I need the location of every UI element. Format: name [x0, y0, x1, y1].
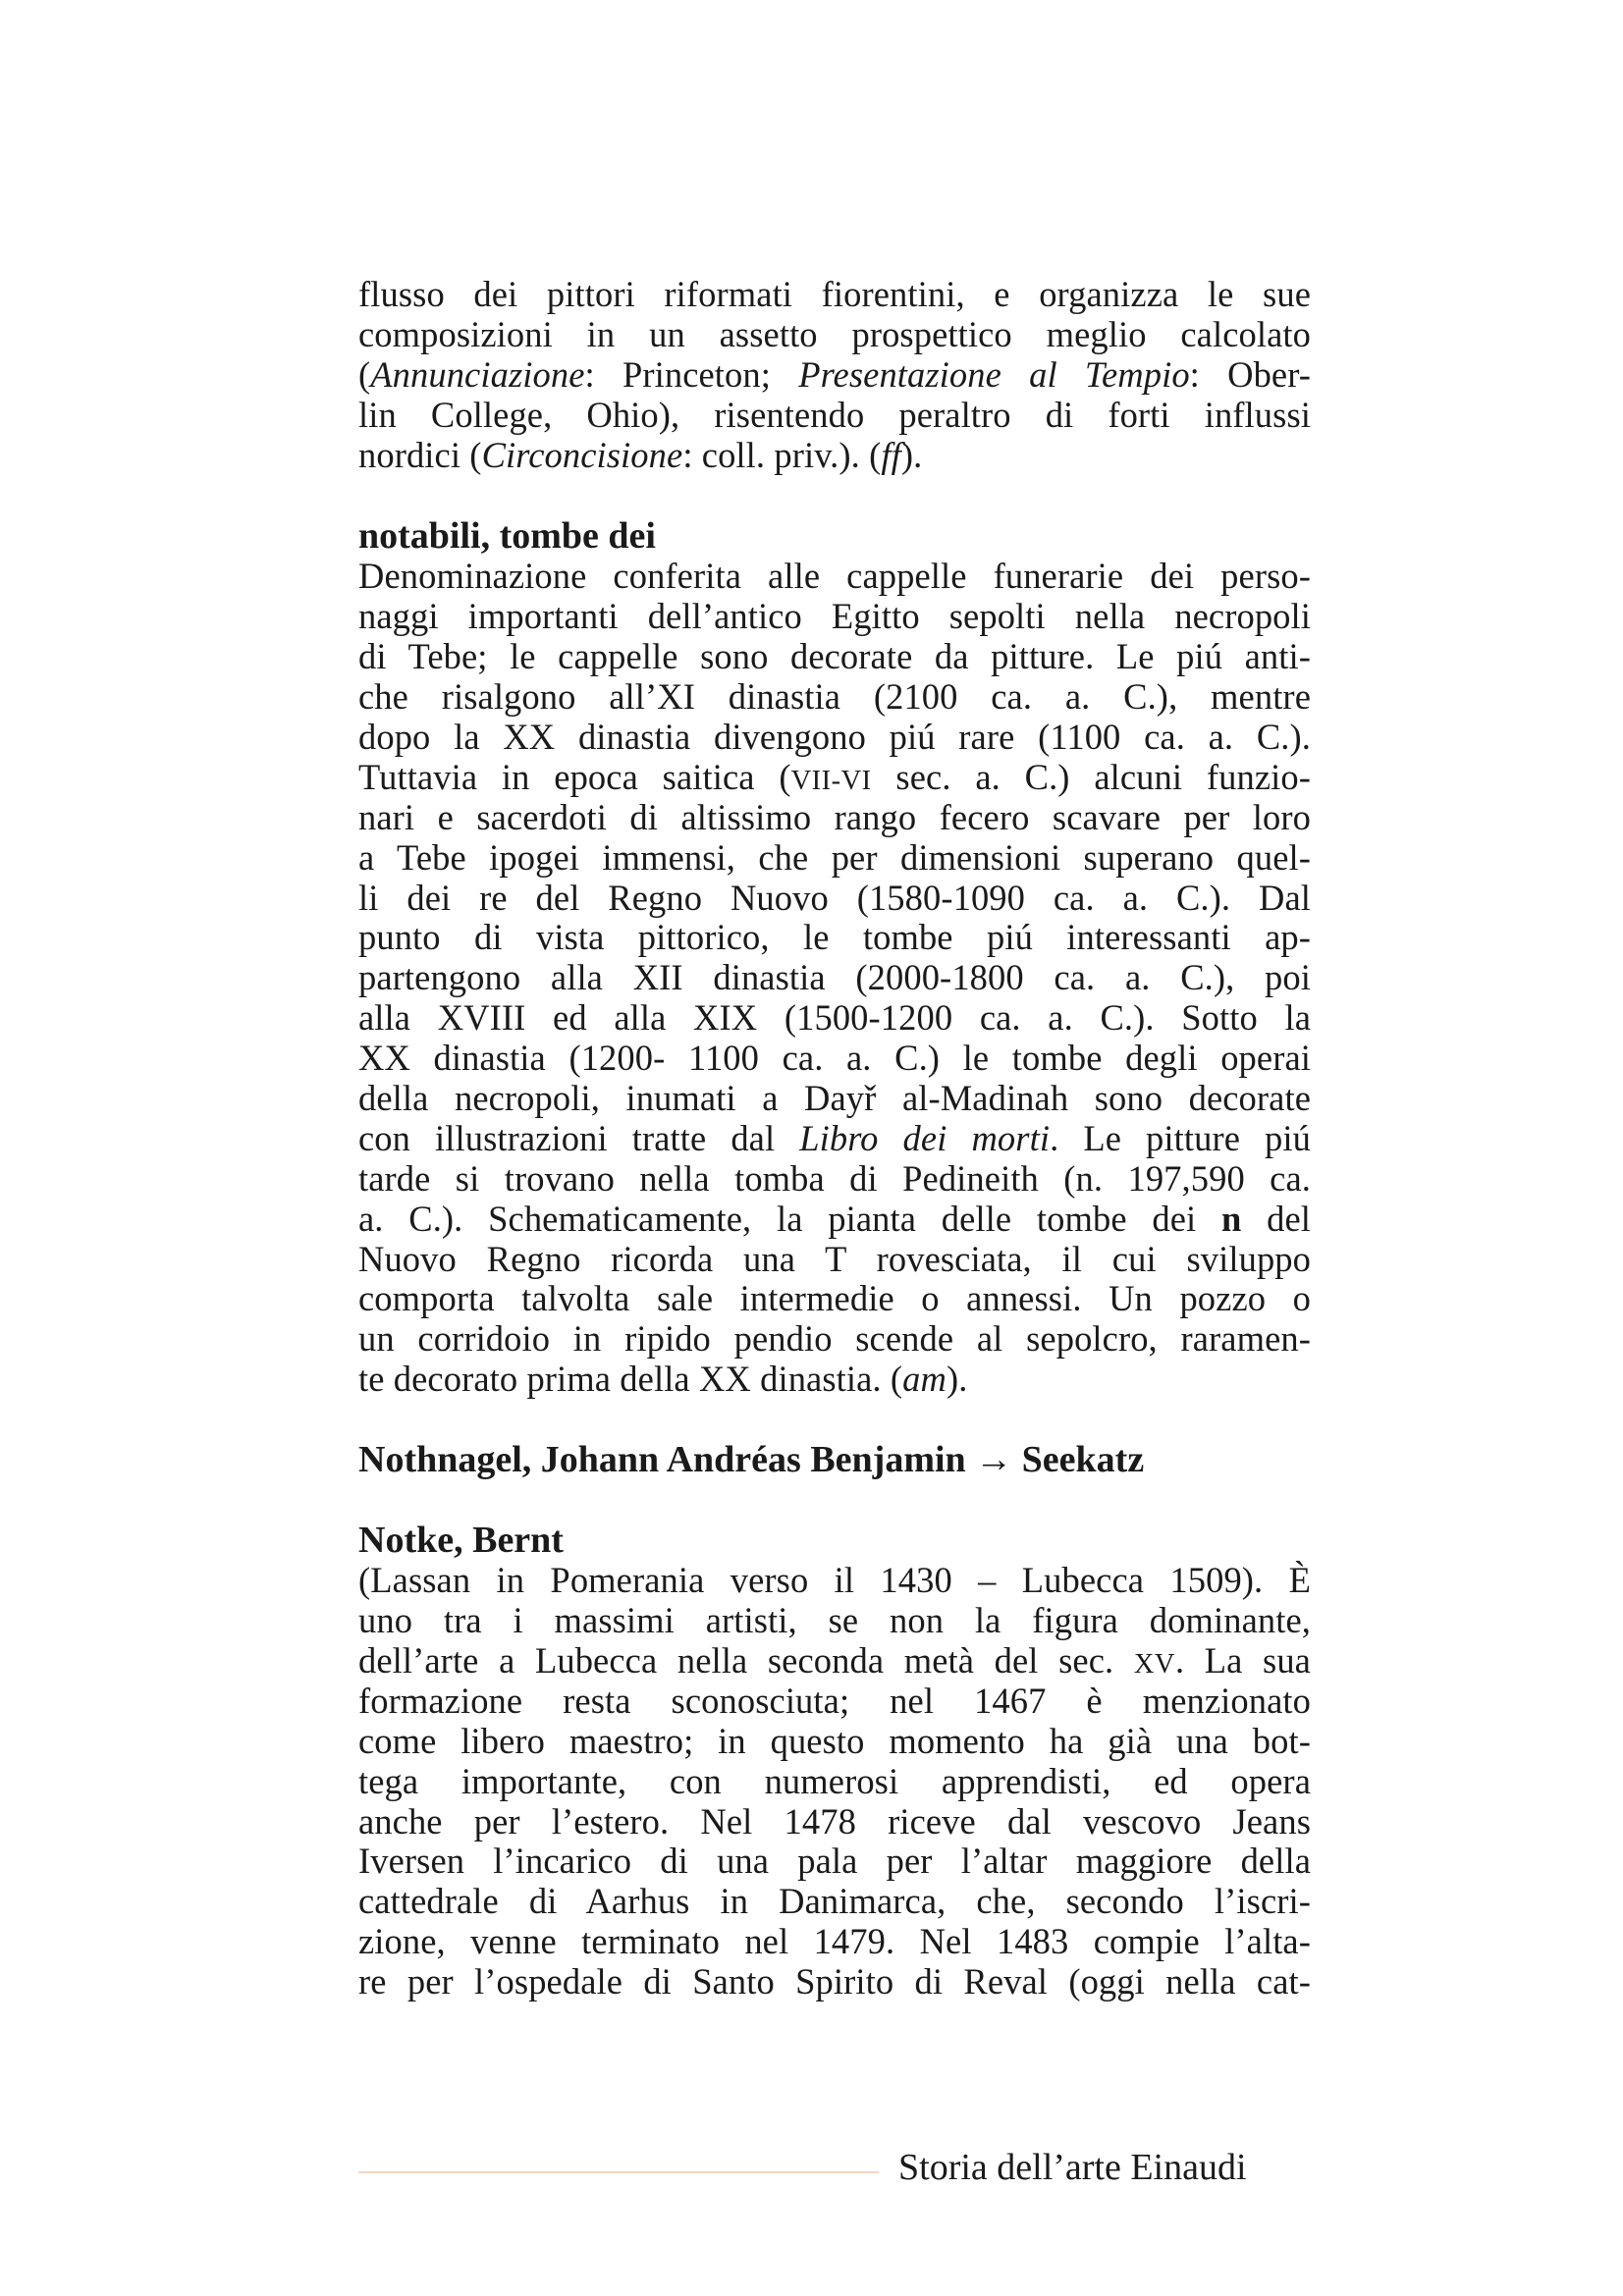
- text-line: (Lassan in Pomerania verso il 1430 – Lubecca 1509). È: [358, 1560, 1311, 1601]
- text-line: della necropoli, inumati a Dayř al-Madinah sono decorate: [358, 1078, 1311, 1119]
- text-line: anche per l’estero. Nel 1478 riceve dal vescovo Jeans: [358, 1800, 1311, 1842]
- text-line: Tuttavia in epoca saitica (VII-VI sec. a. C.) alcuni funzio-: [358, 756, 1311, 797]
- text-line: cattedrale di Aarhus in Danimarca, che, secondo l’iscri-: [358, 1881, 1311, 1922]
- text-line: comporta talvolta sale intermedie o annessi. Un pozzo o: [358, 1278, 1311, 1319]
- entry-heading: notabili, tombe dei: [358, 515, 656, 558]
- text-line: alla XVIII ed alla XIX (1500-1200 ca. a. C.). Sotto la: [358, 997, 1311, 1039]
- text-line: dell’arte a Lubecca nella seconda metà del sec. XV. La sua: [358, 1639, 1311, 1681]
- text-line: zione, venne terminato nel 1479. Nel 1483 compie l’alta-: [358, 1921, 1311, 1962]
- text-line: tarde si trovano nella tomba di Pedineith (n. 197,590 ca.: [358, 1157, 1311, 1199]
- footer-title: Storia dell’arte Einaudi: [898, 2147, 1247, 2188]
- text-line: nordici (Circoncisione: coll. priv.). (ff).: [358, 434, 923, 475]
- text-line: con illustrazioni tratte dal Libro dei morti. Le pitture piú: [358, 1117, 1311, 1158]
- text-line: formazione resta sconosciuta; nel 1467 è menzionato: [358, 1680, 1311, 1721]
- text-line: un corridoio in ripido pendio scende al sepolcro, raramen-: [358, 1318, 1311, 1360]
- text-line: composizioni in un assetto prospettico meglio calcolato: [358, 313, 1311, 354]
- text-line: flusso dei pittori riformati fiorentini, e organizza le sue: [358, 274, 1311, 314]
- text-line: a. C.). Schematicamente, la pianta delle tombe dei n del: [358, 1198, 1311, 1239]
- text-line: naggi importanti dell’antico Egitto sepolti nella necropoli: [358, 596, 1311, 637]
- text-line: a Tebe ipogei immensi, che per dimensioni superano quel-: [358, 836, 1311, 878]
- text-line: uno tra i massimi artisti, se non la figura dominante,: [358, 1600, 1311, 1641]
- text-line: (Annunciazione: Princeton; Presentazione al Tempio: Ober-: [358, 353, 1312, 395]
- text-line: come libero maestro; in questo momento ha già una bot-: [358, 1720, 1311, 1761]
- text-line: Iversen l’incarico di una pala per l’altar maggiore della: [358, 1841, 1311, 1882]
- text-line: che risalgono all’XI dinastia (2100 ca. a. C.), mentre: [358, 676, 1311, 718]
- text-line: lin College, Ohio), risentendo peraltro di forti influssi: [358, 394, 1311, 435]
- page-body: [358, 275, 1311, 2002]
- text-line: XX dinastia (1200- 1100 ca. a. C.) le tombe degli operai: [358, 1038, 1311, 1079]
- text-line: dopo la XX dinastia divengono piú rare (1100 ca. a. C.).: [358, 717, 1311, 758]
- text-line: tega importante, con numerosi apprendisti, ed opera: [358, 1760, 1311, 1801]
- entry-heading-crossref: Nothnagel, Johann Andréas Benjamin → Seekatz: [358, 1439, 1145, 1481]
- entry-body: [358, 1561, 1311, 2002]
- text-line: Nuovo Regno ricorda una T rovesciata, il cui sviluppo: [358, 1238, 1311, 1279]
- text-line: partengono alla XII dinastia (2000-1800 ca. a. C.), poi: [358, 957, 1311, 998]
- text-line: Denominazione conferita alle cappelle funerarie dei perso-: [358, 556, 1311, 597]
- text-line: di Tebe; le cappelle sono decorate da pitture. Le piú anti-: [358, 636, 1311, 677]
- text-line: nari e sacerdoti di altissimo rango fecero scavare per loro: [358, 796, 1311, 837]
- footer-rule: [358, 2171, 879, 2173]
- paragraph-continuation: [358, 275, 1311, 475]
- entry-body: [358, 557, 1311, 1400]
- text-line: te decorato prima della XX dinastia. (am).: [358, 1359, 968, 1400]
- text-line: punto di vista pittorico, le tombe piú interessanti ap-: [358, 917, 1311, 958]
- text-line: li dei re del Regno Nuovo (1580-1090 ca. a. C.). Dal: [358, 877, 1311, 918]
- entry-heading: Notke, Bernt: [358, 1520, 564, 1562]
- text-line: re per l’ospedale di Santo Spirito di Reval (oggi nella cat-: [358, 1961, 1311, 2002]
